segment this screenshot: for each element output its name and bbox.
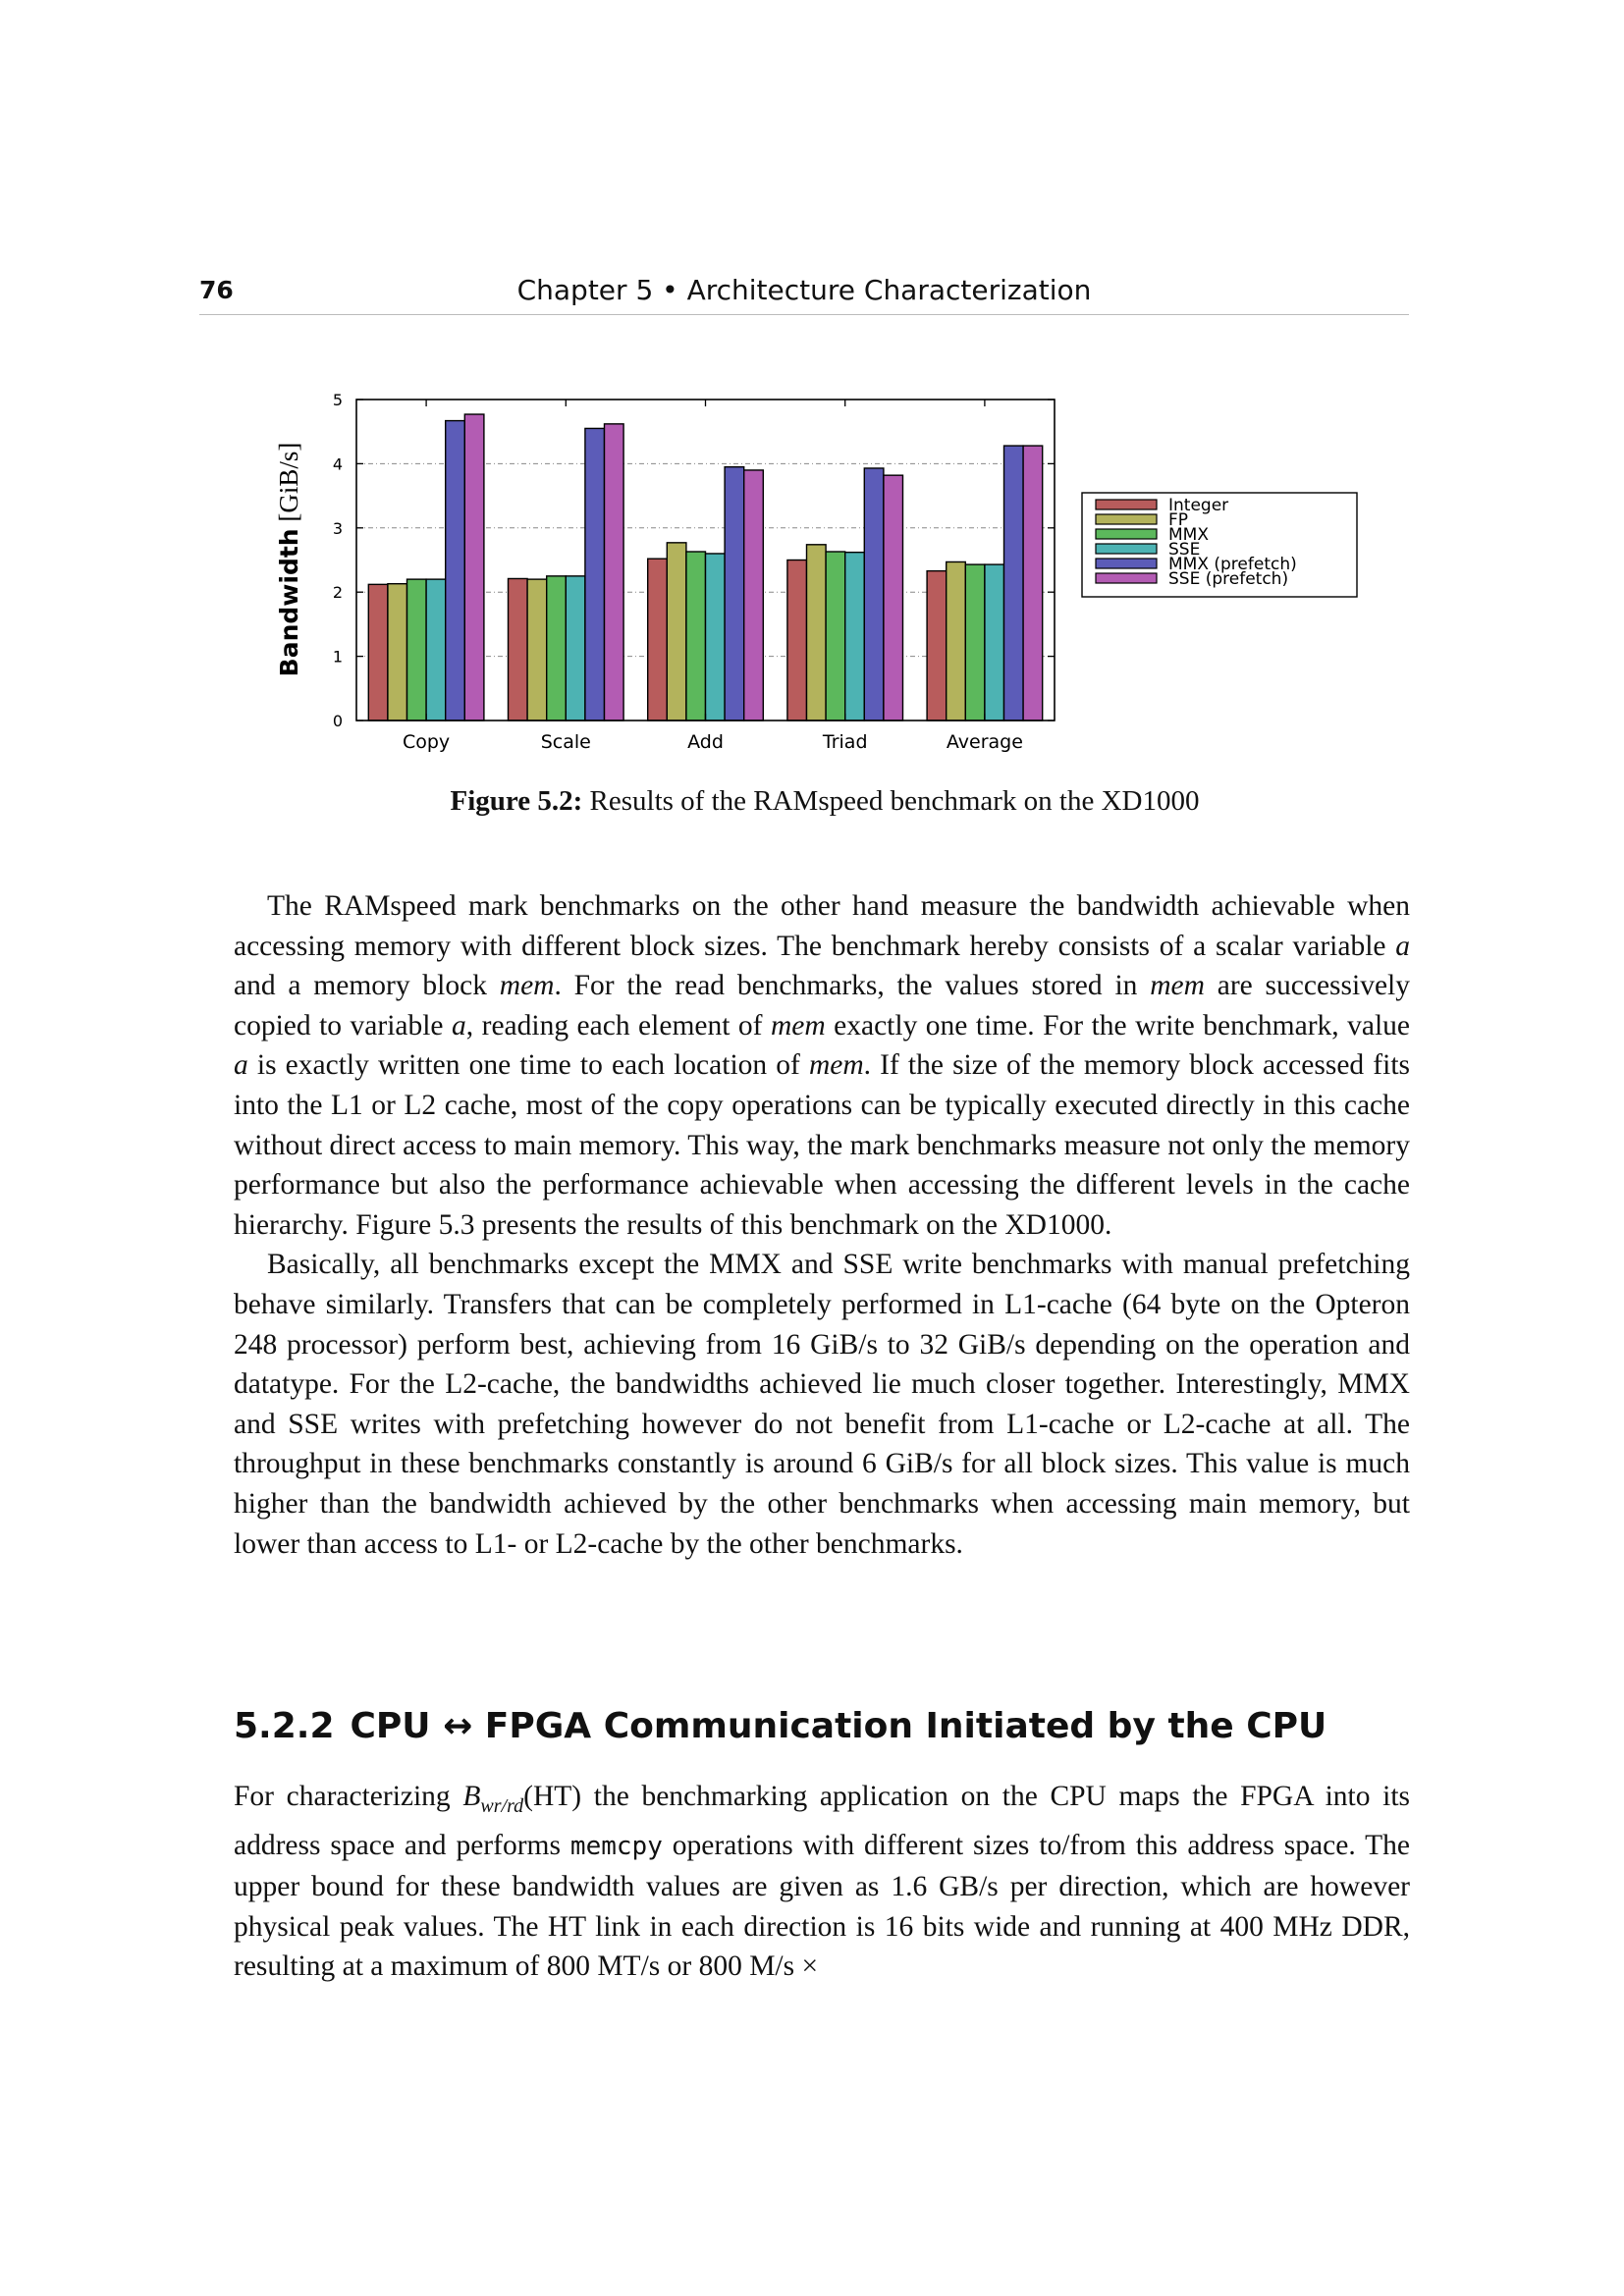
- bar: [527, 579, 547, 721]
- body-text-top: [234, 886, 1410, 1564]
- bar: [884, 475, 903, 721]
- legend-swatch: [1096, 559, 1157, 568]
- bar: [826, 552, 845, 721]
- figure-caption-text: Results of the RAMspeed benchmark on the XD1000: [582, 785, 1200, 817]
- bar: [426, 579, 446, 721]
- page-header: [199, 267, 1409, 315]
- bar-chart: [255, 373, 1365, 766]
- legend-label: SSE (prefetch): [1168, 569, 1289, 589]
- y-tick-label: 3: [332, 518, 343, 538]
- bar: [927, 571, 947, 721]
- legend-swatch: [1096, 529, 1157, 539]
- bar: [864, 468, 884, 721]
- bar: [744, 470, 764, 721]
- x-tick-label: Add: [687, 731, 724, 753]
- section-number: 5.2.2: [234, 1706, 335, 1746]
- plot-area: [333, 391, 1055, 753]
- bar: [965, 564, 985, 721]
- bar: [1004, 446, 1024, 721]
- math-var: mem: [499, 970, 555, 1002]
- legend-label: FP: [1168, 510, 1189, 530]
- legend-swatch: [1096, 544, 1157, 554]
- body-text-bottom: [234, 1777, 1410, 1987]
- legend-label: MMX: [1168, 525, 1209, 545]
- math-var: mem: [770, 1009, 826, 1041]
- y-axis-label-unit: [GiB/s]: [274, 442, 303, 522]
- y-tick-label: 4: [332, 454, 343, 474]
- bar: [547, 576, 567, 721]
- code-memcpy: memcpy: [569, 1832, 663, 1862]
- bar: [706, 554, 726, 721]
- math-var: mem: [1150, 970, 1205, 1002]
- x-tick-label: Average: [946, 731, 1023, 753]
- bar: [667, 543, 686, 721]
- y-tick-label: 0: [332, 712, 343, 730]
- x-tick-label: Copy: [402, 731, 451, 753]
- legend-swatch: [1096, 514, 1157, 524]
- y-axis-label-bold: Bandwidth: [275, 528, 303, 677]
- x-tick-label: Scale: [540, 731, 591, 753]
- paragraph-1: The RAMspeed mark benchmarks on the other hand measure the bandwidth achievable when accessing memory with different block sizes. The benchmark hereby consists of a scalar variable a and a memory block mem. For the read benchmarks, the values stored in mem are successively copied to variable a, reading each element of mem exactly one time. For the write benchmark, value a is exactly written one time to each location of mem. If the size of the memory block accessed fits into the L1 or L2 cache, most of the copy operations can be typically executed directly in this cache without direct access to main memory. This way, the mark benchmarks measure not only the memory performance but also the performance achievable when accessing the different levels in the cache hierarchy. Figure 5.3 presents the results of this benchmark on the XD1000.: [234, 890, 1411, 1241]
- math-var: mem: [808, 1049, 864, 1082]
- bar: [985, 564, 1004, 721]
- page-number: 76: [199, 276, 234, 304]
- bar: [407, 579, 427, 721]
- legend-swatch: [1096, 500, 1157, 509]
- section-title: CPU ↔ FPGA Communication Initiated by the CPU: [350, 1706, 1327, 1746]
- bar: [464, 414, 484, 721]
- y-tick-label: 2: [332, 583, 343, 603]
- bar: [605, 424, 624, 721]
- bar: [585, 428, 605, 721]
- bar: [648, 559, 668, 721]
- bar: [368, 584, 388, 721]
- x-tick-label: Triad: [822, 731, 868, 753]
- y-axis-label: [274, 443, 303, 677]
- figure-caption: [236, 785, 1414, 818]
- paragraph-2: Basically, all benchmarks except the MMX and SSE write benchmarks with manual prefetching behave similarly. Transfers that can be completely performed in L1-cache (64 byte on the Opteron 248 processor) perform best, achieving from 16 GiB/s to 32 GiB/s depending on the operation and datatype. For the L2-cache, the bandwidths achieved lie much closer together. Interestingly, MMX and SSE writes with prefetching however do not benefit from L1-cache or L2-cache at all. The throughput in these benchmarks constantly is around 6 GiB/s for all block sizes. This value is much higher than the bandwidth achieved by the other benchmarks when accessing main memory, but lower than access to L1- or L2-cache by the other benchmarks.: [234, 1249, 1410, 1560]
- legend-label: SSE: [1168, 540, 1201, 560]
- math-var: a: [452, 1009, 466, 1041]
- math-var: a: [234, 1049, 248, 1082]
- bar: [845, 553, 865, 721]
- bar: [566, 576, 585, 721]
- legend-label: Integer: [1168, 496, 1229, 515]
- figure-caption-label: Figure 5.2:: [450, 785, 583, 817]
- bar: [787, 561, 807, 721]
- legend: [1082, 493, 1357, 597]
- math-var: a: [1395, 930, 1410, 962]
- bar: [807, 545, 827, 721]
- bar: [446, 421, 465, 721]
- bar: [686, 552, 706, 721]
- y-tick-label: 5: [332, 391, 343, 409]
- bar: [725, 467, 744, 721]
- legend-label: MMX (prefetch): [1168, 555, 1297, 574]
- running-title: Chapter 5 • Architecture Characterization: [516, 274, 1092, 306]
- math-symbol: $B_{wr/rd}$: [462, 1781, 524, 1817]
- y-tick-label: 1: [332, 647, 343, 667]
- bar: [1023, 446, 1043, 721]
- legend-swatch: [1096, 573, 1157, 583]
- bar: [388, 584, 407, 721]
- section-heading: [234, 1706, 1326, 1746]
- bar: [509, 578, 528, 721]
- bar: [947, 561, 966, 721]
- paragraph-3: For characterizing $B_{wr/rd}(HT)$ the benchmarking application on the CPU maps the FPGA into its address space and performs memcpy operations with different sizes to/from this address space. The upper bound for these bandwidth values are given as 1.6 GB/s per direction, which are however physical peak values. The HT link in each direction is 16 bits wide and running at 400 MHz DDR, resulting at a maximum of 800 MT/s or 800 M/s ×: [234, 1781, 1410, 1983]
